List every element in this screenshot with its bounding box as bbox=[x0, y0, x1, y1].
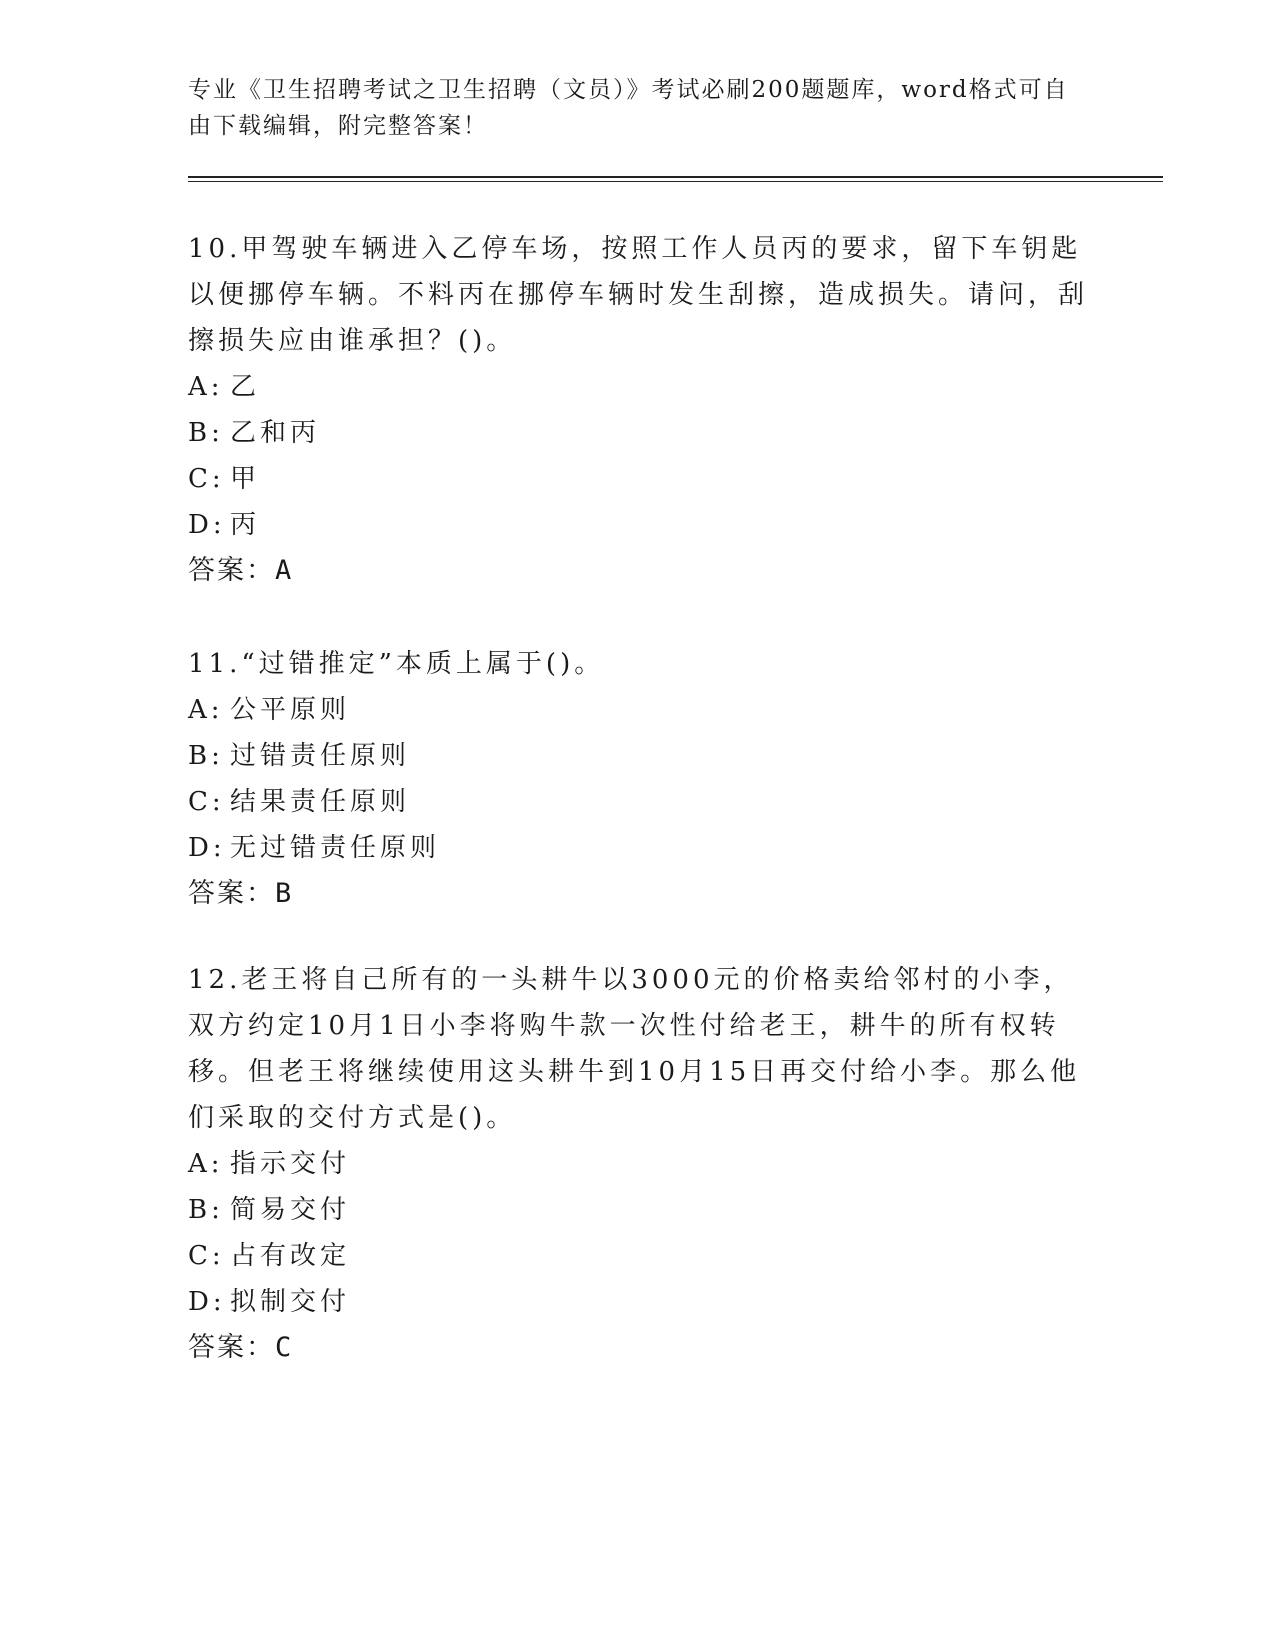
question-stem: 10.甲驾驶车辆进入乙停车场，按照工作人员丙的要求，留下车钥匙以便挪停车辆。不料丙在挪停车辆时发生刮擦，造成损失。请问，刮擦损失应由谁承担？()。 bbox=[188, 234, 1089, 356]
option-text: 丙 bbox=[230, 510, 261, 540]
option-text: 简易交付 bbox=[230, 1195, 351, 1225]
option-text: 过错责任原则 bbox=[230, 741, 411, 771]
header-rule-thick bbox=[188, 176, 1163, 178]
option-key: C: bbox=[188, 787, 225, 817]
question-stem: 11.“过错推定”本质上属于()。 bbox=[188, 649, 605, 679]
option-key: B: bbox=[188, 741, 224, 771]
option-d bbox=[188, 1279, 1088, 1325]
option-b bbox=[188, 1187, 1088, 1233]
option-text: 指示交付 bbox=[230, 1149, 351, 1179]
answer-value: C bbox=[275, 1332, 294, 1363]
option-text: 结果责任原则 bbox=[230, 787, 411, 817]
question-12 bbox=[188, 957, 1088, 1371]
option-key: B: bbox=[188, 1195, 224, 1225]
answer-line bbox=[188, 871, 1088, 917]
option-key: A: bbox=[188, 372, 224, 402]
answer-line bbox=[188, 548, 1088, 594]
option-text: 公平原则 bbox=[230, 695, 351, 725]
option-text: 拟制交付 bbox=[230, 1287, 351, 1317]
option-key: C: bbox=[188, 1241, 225, 1271]
option-key: D: bbox=[188, 833, 226, 863]
question-stem: 12.老王将自己所有的一头耕牛以3000元的价格卖给邻村的小李，双方约定10月1日小李将购牛款一次性付给老王，耕牛的所有权转移。但老王将继续使用这头耕牛到10月15日再交付给小李。那么他们采取的交付方式是()。 bbox=[188, 965, 1081, 1133]
option-c bbox=[188, 1233, 1088, 1279]
option-text: 乙和丙 bbox=[230, 418, 321, 448]
answer-line bbox=[188, 1325, 1088, 1371]
option-key: A: bbox=[188, 1149, 224, 1179]
document-intro: 专业《卫生招聘考试之卫生招聘（文员）》考试必刷200题题库，word格式可自由下载编辑，附完整答案！ bbox=[188, 77, 1069, 139]
answer-label: 答案： bbox=[188, 1332, 275, 1363]
question-10 bbox=[188, 226, 1088, 594]
option-b bbox=[188, 733, 1088, 779]
option-text: 占有改定 bbox=[230, 1241, 351, 1271]
option-key: B: bbox=[188, 418, 224, 448]
option-text: 乙 bbox=[230, 372, 261, 402]
option-key: D: bbox=[188, 510, 226, 540]
option-text: 甲 bbox=[230, 464, 261, 494]
option-d bbox=[188, 502, 1088, 548]
question-11 bbox=[188, 641, 1088, 917]
option-text: 无过错责任原则 bbox=[230, 833, 441, 863]
option-a bbox=[188, 1141, 1088, 1187]
option-key: D: bbox=[188, 1287, 226, 1317]
option-key: C: bbox=[188, 464, 225, 494]
option-a bbox=[188, 364, 1088, 410]
answer-label: 答案： bbox=[188, 878, 275, 909]
option-d bbox=[188, 825, 1088, 871]
answer-value: A bbox=[275, 555, 294, 586]
option-key: A: bbox=[188, 695, 224, 725]
answer-value: B bbox=[275, 878, 294, 909]
option-c bbox=[188, 456, 1088, 502]
answer-label: 答案： bbox=[188, 555, 275, 586]
header-rule-thin bbox=[188, 181, 1163, 182]
option-a bbox=[188, 687, 1088, 733]
option-b bbox=[188, 410, 1088, 456]
option-c bbox=[188, 779, 1088, 825]
